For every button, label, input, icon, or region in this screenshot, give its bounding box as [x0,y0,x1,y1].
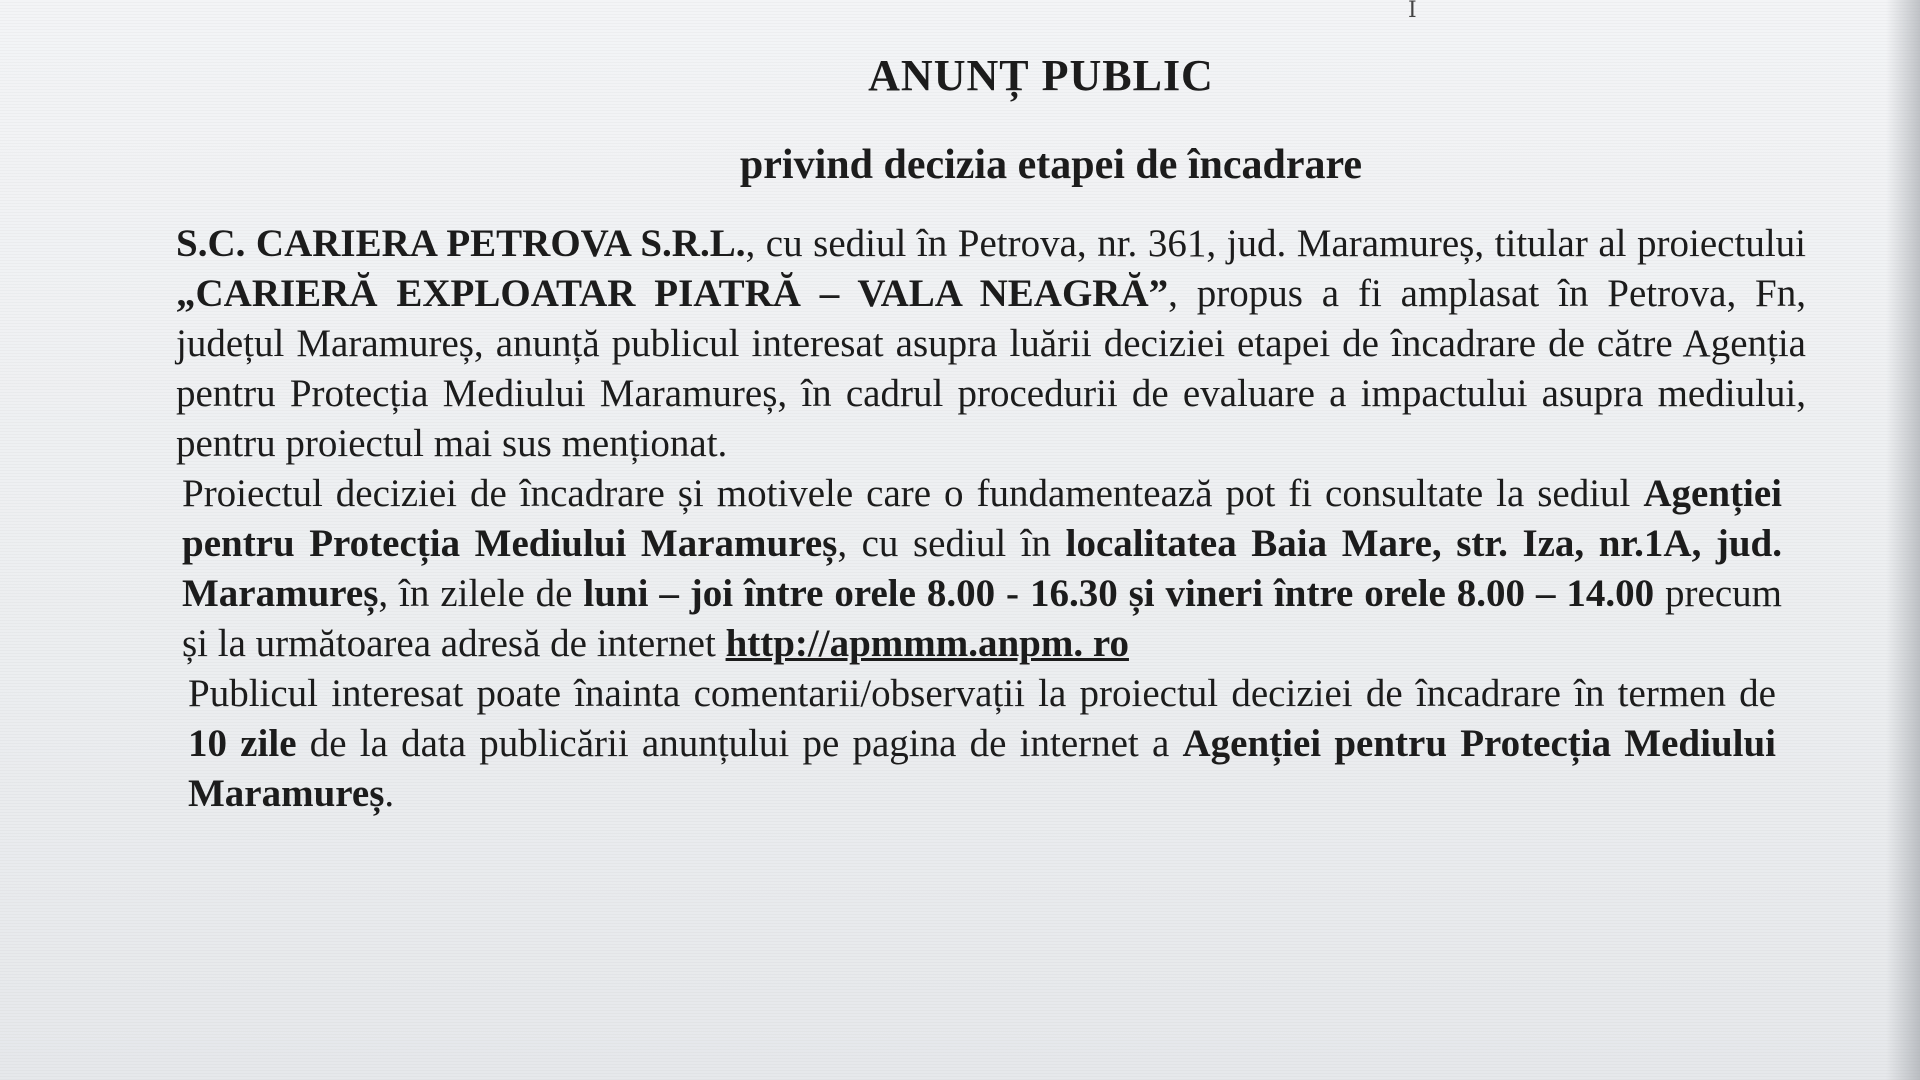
deadline-days: 10 zile [188,722,297,765]
document-title: ANUNȚ PUBLIC [868,51,1214,100]
paragraph-text: , propus a fi amplasat în Petrova, Fn, județul Maramureș, anunță publicul interesat asupra luării deciziei etapei de încadrare de către Agenția pentru Protecția Mediului Maramureș, în cadrul procedurii de evaluare a impactului asupra mediului, pentru proiectul mai sus menționat. [176,272,1806,465]
paragraph-comments [188,669,1806,819]
paragraph-text: Proiectul deciziei de încadrare și motivele care o fundamentează pot fi consultate la sediul [182,472,1644,515]
paragraph-text: precum și la următoarea adresă de internet [182,572,1782,665]
paragraph-text: , cu sediul în [837,522,1066,565]
project-name: „CARIERĂ EXPLOATAR PIATRĂ – VALA NEAGRĂ” [176,272,1169,315]
website-link[interactable]: http://apmmm.anpm. ro [725,622,1129,665]
company-name: S.C. CARIERA PETROVA S.R.L. [176,222,746,265]
paragraph-text: Publicul interesat poate înainta comentarii/observații la proiectul deciziei de încadrare în termen de [188,672,1776,715]
paragraph-text: , în zilele de [378,572,584,615]
paragraph-announcement [176,219,1806,469]
paragraph-text: , cu sediul în Petrova, nr. 361, jud. Maramureș, titular al proiectului [745,222,1807,265]
paragraph-text: de la data publicării anunțului pe pagina de internet a [296,722,1183,765]
agency-name: Agenției pentru Protecția Mediului Maramureș [182,472,1782,565]
paragraph-text: . [384,772,395,815]
agency-address: localitatea Baia Mare, str. Iza, nr.1A, jud. Maramureș [182,522,1783,615]
opening-hours: luni – joi între orele 8.00 - 16.30 și vineri între orele 8.00 – 14.00 [583,572,1655,615]
document-subtitle: privind decizia etapei de încadrare [739,142,1363,188]
document-page [176,50,1806,819]
agency-name: Agenției pentru Protecția Mediului Maramureș [188,722,1776,815]
paragraph-consultation [182,469,1806,669]
monitor-edge [1886,0,1920,1080]
text-cursor-icon: I [1408,0,1417,23]
